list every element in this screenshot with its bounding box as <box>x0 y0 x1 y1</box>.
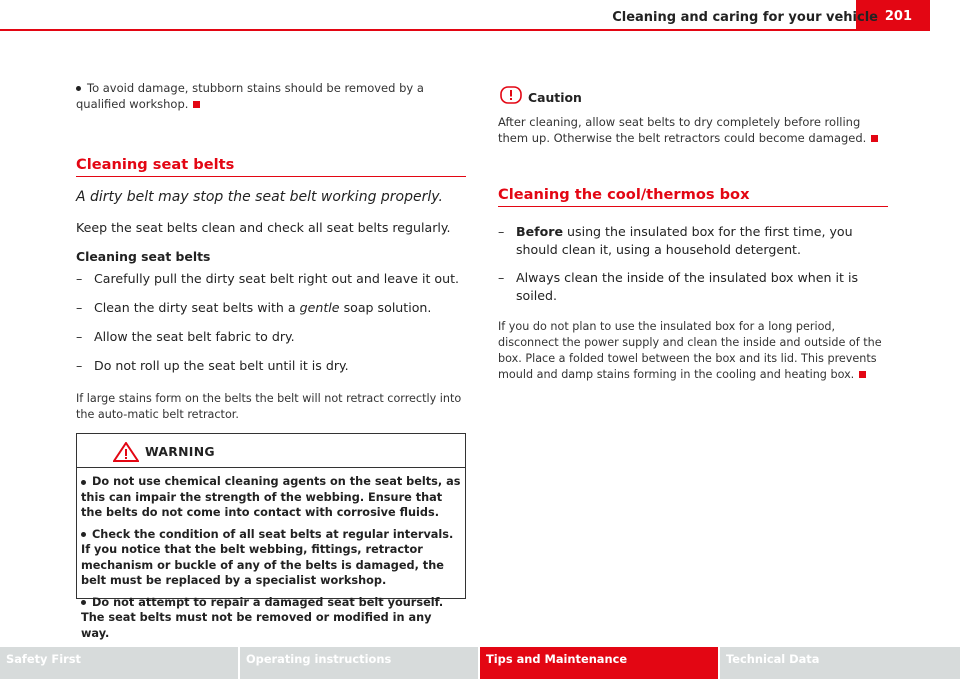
intro-text: Keep the seat belts clean and check all seat belts regularly. <box>76 220 451 235</box>
step-text: using the insulated box for the first time, you should clean it, using a household detergent. <box>516 224 853 257</box>
chapter-tabs <box>0 647 960 679</box>
tab-technical-data[interactable] <box>720 647 960 679</box>
tab-safety-first[interactable] <box>0 647 238 679</box>
dash-marker: – <box>498 270 505 285</box>
end-of-section-icon <box>871 135 878 142</box>
step-text-post: soap solution. <box>339 300 432 315</box>
dash-marker: – <box>76 358 83 373</box>
dash-marker: – <box>76 329 83 344</box>
end-of-section-icon <box>193 101 200 108</box>
warning-item <box>77 468 465 521</box>
warning-item <box>77 589 465 642</box>
steps-heading: Cleaning seat belts <box>76 249 211 264</box>
page-number: 201 <box>884 9 912 24</box>
step-text-emphasis: gentle <box>299 300 340 315</box>
tab-label: Operating instructions <box>246 652 392 666</box>
list-item <box>76 357 466 375</box>
warning-item-text: Do not use chemical cleaning agents on the seat belts, as this can impair the strength of the webbing. Ensure that the belts do not come into contact with corrosive fluids. <box>81 475 461 519</box>
chapter-title: Cleaning and caring for your vehicle <box>612 10 878 25</box>
bullet-icon <box>81 600 86 605</box>
step-text: Carefully pull the dirty seat belt right out and leave it out. <box>94 271 460 286</box>
caution-text: After cleaning, allow seat belts to dry completely before rolling them up. Otherwise the belt retractors could become damaged. <box>498 115 867 145</box>
list-item <box>76 299 466 317</box>
caution-label: Caution <box>528 90 582 105</box>
section-title-cool-box: Cleaning the cool/thermos box <box>498 186 888 207</box>
tab-operating-instructions[interactable] <box>240 647 478 679</box>
list-item <box>76 270 466 288</box>
header-rule <box>0 29 930 31</box>
caution-exclamation-icon <box>500 86 522 104</box>
caution-header <box>498 86 888 108</box>
step-bold-lead: Before <box>516 224 564 239</box>
cool-box-note-paragraph <box>498 319 888 383</box>
tab-label: Tips and Maintenance <box>486 652 628 666</box>
retractor-note: If large stains form on the belts the belt will not retract correctly into the auto-matic belt retractor. <box>76 392 462 421</box>
tab-label: Technical Data <box>726 652 820 666</box>
warning-box <box>76 433 466 640</box>
tab-label: Safety First <box>6 652 81 666</box>
warning-label: WARNING <box>145 444 215 459</box>
step-text: Allow the seat belt fabric to dry. <box>94 329 295 344</box>
step-text: Do not roll up the seat belt until it is dry. <box>94 358 349 373</box>
dash-marker: – <box>76 271 83 286</box>
bullet-icon <box>81 480 86 485</box>
list-item <box>498 269 888 305</box>
intro-bullet-text: To avoid damage, stubborn stains should be removed by a qualified workshop. <box>76 81 424 111</box>
intro-bullet-paragraph <box>76 80 466 112</box>
list-item <box>76 328 466 346</box>
end-of-section-icon <box>859 371 866 378</box>
dash-marker: – <box>498 224 505 239</box>
bullet-icon <box>76 86 81 91</box>
seat-belt-steps <box>76 270 466 375</box>
warning-triangle-icon <box>113 442 139 462</box>
step-text: Always clean the inside of the insulated box when it is soiled. <box>516 270 858 303</box>
cool-box-note: If you do not plan to use the insulated box for a long period, disconnect the power supply and clean the inside and outside of the box. Place a folded towel between the box and its lid. This prevents mould and damp stains forming in the cooling and heating box. <box>498 320 882 381</box>
cool-box-steps <box>498 223 888 305</box>
left-column <box>76 60 466 423</box>
tab-tips-and-maintenance[interactable] <box>480 647 718 679</box>
step-text-pre: Clean the dirty seat belts with a <box>94 300 300 315</box>
bullet-icon <box>81 532 86 537</box>
warning-item-text: Do not attempt to repair a damaged seat belt yourself. The seat belts must not be removed or modified in any way. <box>81 595 444 640</box>
right-column <box>498 60 888 383</box>
section-subtitle: A dirty belt may stop the seat belt working properly. <box>76 189 443 205</box>
dash-marker: – <box>76 300 83 315</box>
caution-paragraph <box>498 114 888 146</box>
list-item <box>498 223 888 259</box>
warning-item-text: Check the condition of all seat belts at regular intervals. If you notice that the belt webbing, fittings, retractor mechanism or buckle of any of the belts is damaged, the belt must be replaced by a specialist workshop. <box>81 527 454 587</box>
warning-item <box>77 521 465 589</box>
warning-header <box>77 434 465 468</box>
section-title-seat-belts: Cleaning seat belts <box>76 156 466 177</box>
